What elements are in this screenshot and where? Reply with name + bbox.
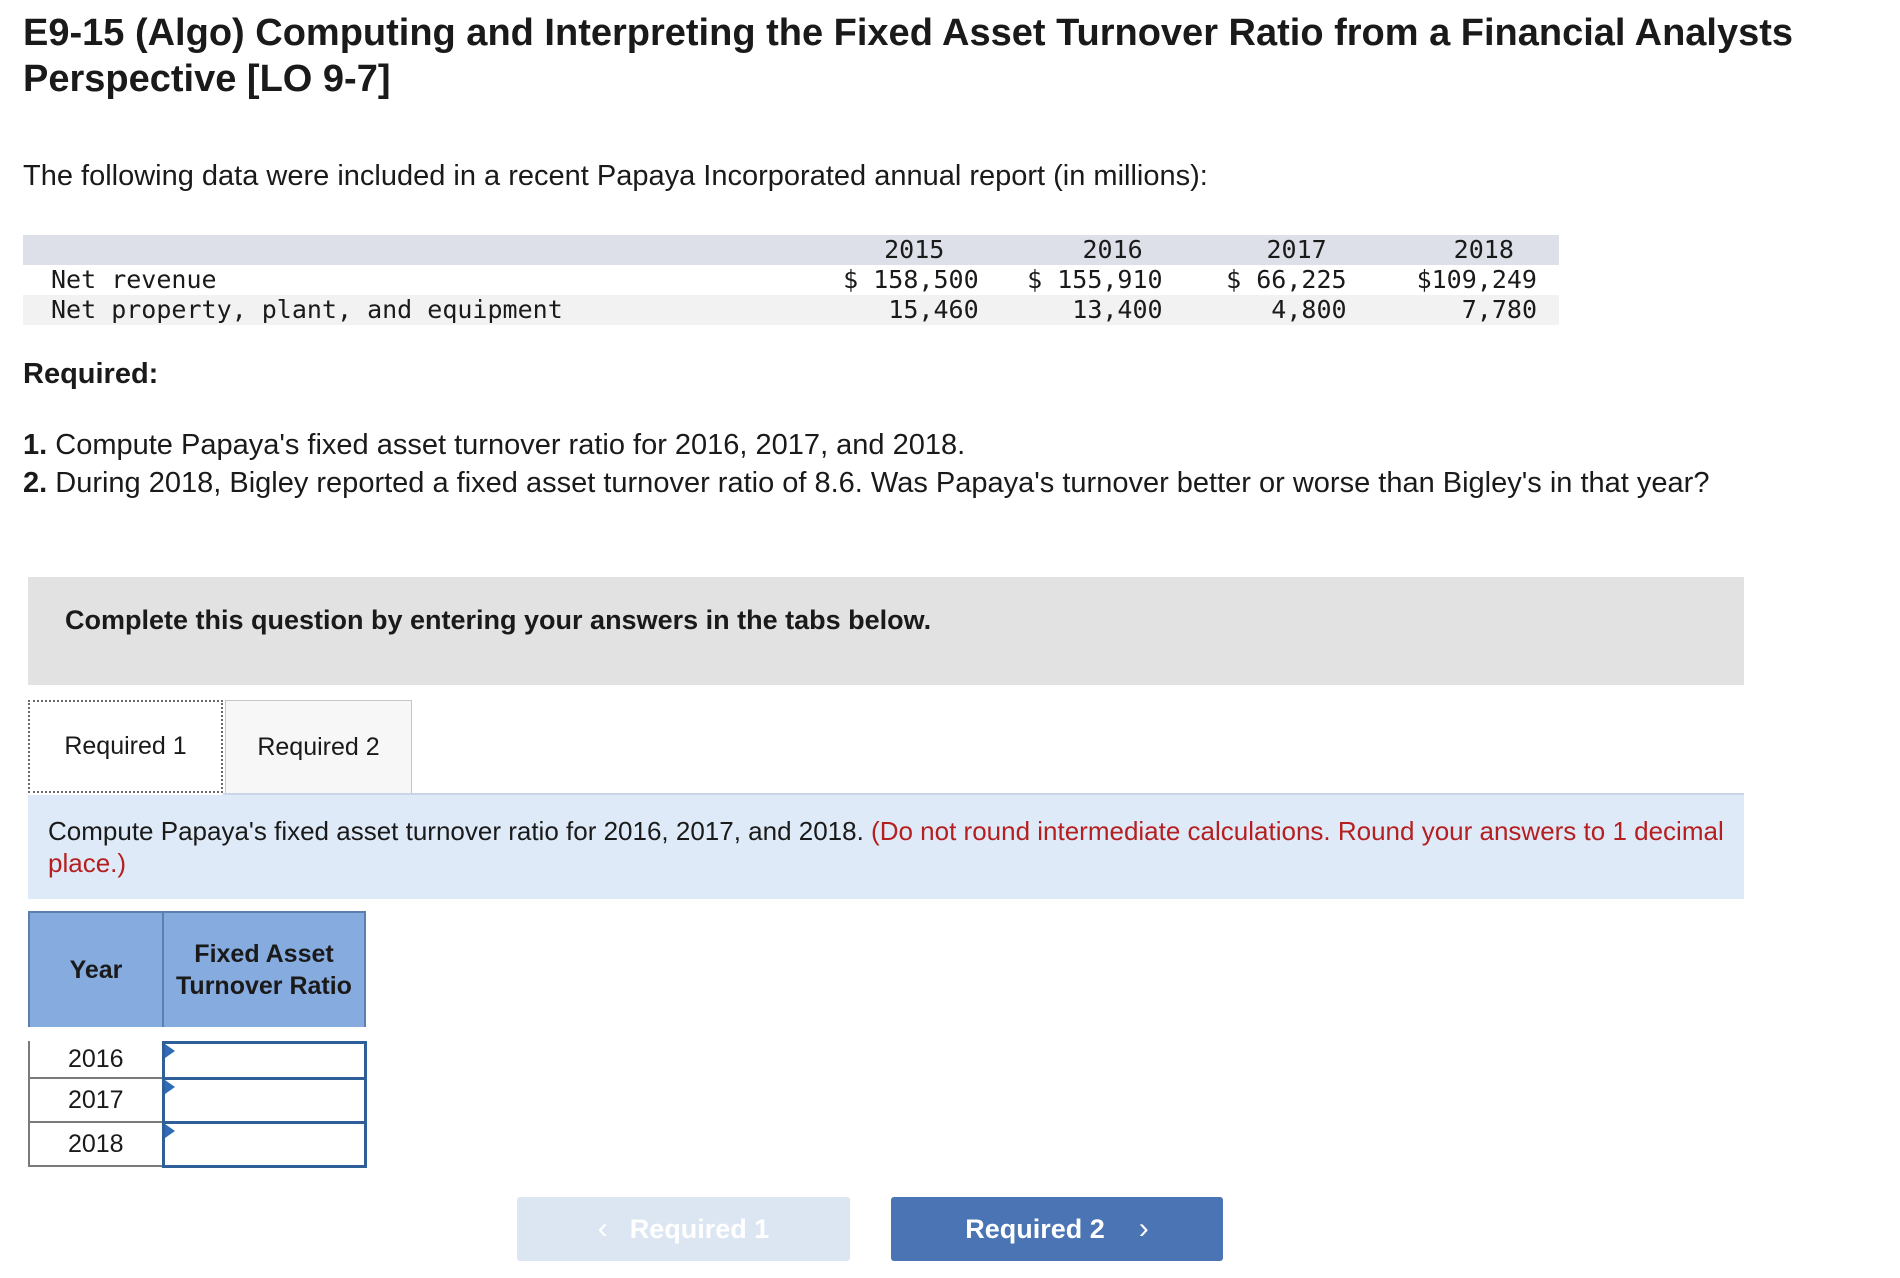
requirement-text: Compute Papaya's fixed asset turnover ratio for 2016, 2017, and 2018. <box>47 429 966 461</box>
row-label: Net property, plant, and equipment <box>23 295 788 325</box>
table-row <box>23 295 1559 325</box>
table-cell: $ 155,910 <box>1001 265 1185 295</box>
page-title: E9-15 (Algo) Computing and Interpreting the Fixed Asset Turnover Ratio from a Financial Analysts Perspective [LO 9-7] <box>23 12 1794 100</box>
year-column-header: Year <box>29 912 163 1034</box>
table-row <box>29 1034 365 1078</box>
tab-label: Required 2 <box>257 732 380 761</box>
requirement-item <box>23 426 1709 464</box>
table-cell: $109,249 <box>1369 265 1559 295</box>
complete-question-banner <box>28 577 1744 685</box>
table-cell: $ 66,225 <box>1185 265 1369 295</box>
row-label: Net revenue <box>23 265 788 295</box>
instruction-panel <box>28 795 1744 899</box>
answer-table <box>28 911 367 1168</box>
table-row <box>29 1078 365 1122</box>
ratio-input-cell <box>163 1122 365 1166</box>
chevron-right-icon: › <box>1138 1212 1149 1245</box>
ratio-header-line1: Fixed Asset <box>194 940 334 968</box>
requirement-text: During 2018, Bigley reported a fixed asset turnover ratio of 8.6. Was Papaya's turnover better or worse than Bigley's in that year? <box>47 467 1710 499</box>
year-header: 2016 <box>1001 235 1185 265</box>
table-cell: 15,460 <box>788 295 1001 325</box>
prev-button-label: Required 1 <box>629 1213 770 1244</box>
requirement-number: 2. <box>23 467 48 499</box>
year-header: 2017 <box>1185 235 1369 265</box>
requirement-item <box>23 464 1709 502</box>
next-required-2-button[interactable] <box>891 1197 1223 1261</box>
table-cell: 7,780 <box>1369 295 1559 325</box>
input-marker-icon <box>165 1124 175 1138</box>
ratio-input-wrapper <box>165 1041 364 1077</box>
year-cell: 2016 <box>29 1034 163 1078</box>
prev-required-1-button[interactable] <box>517 1197 850 1261</box>
data-table-corner <box>23 235 788 265</box>
instruction-text: Compute Papaya's fixed asset turnover ratio for 2016, 2017, and 2018. <box>48 816 872 846</box>
ratio-input-2016[interactable] <box>165 1044 364 1077</box>
next-button-label: Required 2 <box>965 1213 1105 1244</box>
data-table-header-row <box>23 235 1559 265</box>
year-cell: 2017 <box>29 1078 163 1122</box>
requirement-number: 1. <box>23 429 48 461</box>
table-row <box>29 1122 365 1166</box>
intro-text: The following data were included in a recent Papaya Incorporated annual report (in millions): <box>23 160 1208 192</box>
requirements-list <box>23 426 1709 502</box>
table-cell: 13,400 <box>1001 295 1185 325</box>
ratio-input-wrapper <box>165 1124 364 1165</box>
table-row <box>23 265 1559 295</box>
input-marker-icon <box>165 1080 175 1094</box>
table-cell: 4,800 <box>1185 295 1369 325</box>
tab-label: Required 1 <box>64 732 187 760</box>
answer-table-header <box>29 912 365 1034</box>
year-header: 2018 <box>1369 235 1559 265</box>
tab-required-1[interactable] <box>28 700 223 793</box>
chevron-left-icon: ‹ <box>597 1212 608 1245</box>
instruction-note: (Do not round intermediate calculations. Round your answers to 1 decimal place.) <box>48 816 1724 878</box>
table-cell: $ 158,500 <box>788 265 1001 295</box>
financial-data-table <box>23 235 1559 325</box>
ratio-input-2017[interactable] <box>165 1080 364 1121</box>
year-cell: 2018 <box>29 1122 163 1166</box>
ratio-header-line2: Turnover Ratio <box>176 972 352 1000</box>
ratio-input-wrapper <box>165 1080 364 1121</box>
input-marker-icon <box>165 1044 175 1058</box>
ratio-input-cell <box>163 1034 365 1078</box>
ratio-input-2018[interactable] <box>165 1124 364 1165</box>
ratio-input-cell <box>163 1078 365 1122</box>
required-heading: Required: <box>23 358 159 390</box>
ratio-column-header <box>163 912 365 1034</box>
tab-required-2[interactable] <box>225 700 412 793</box>
complete-question-text: Complete this question by entering your answers in the tabs below. <box>65 605 932 635</box>
year-header: 2015 <box>788 235 1001 265</box>
